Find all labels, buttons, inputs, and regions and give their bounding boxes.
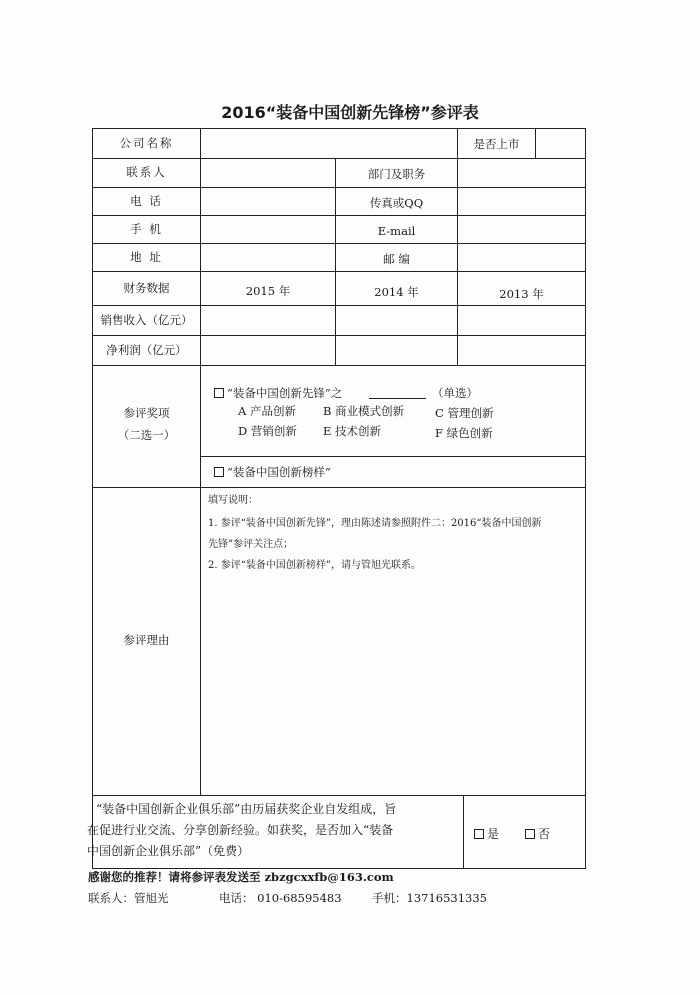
profit-2013-field[interactable] — [459, 337, 584, 364]
club-no-checkbox[interactable] — [525, 829, 535, 839]
club-text-line1: “装备中国创新企业俱乐部”由历届获奖企业自发组成，旨 — [96, 802, 397, 816]
contact-field[interactable] — [202, 160, 334, 186]
category-f: F 绿色创新 — [435, 426, 493, 440]
footer-mobile: 手机：13716531335 — [372, 891, 487, 905]
email-field[interactable] — [459, 217, 584, 242]
club-no-label: 否 — [538, 827, 551, 841]
award-sublabel: （二选一） — [117, 428, 176, 442]
award-option-pioneer — [214, 386, 342, 400]
postcode-label: 邮 编 — [383, 252, 410, 266]
club-yes-checkbox[interactable] — [474, 829, 484, 839]
footer-contact: 联系人：管旭光 — [88, 891, 169, 905]
club-text-line2: 在促进行业交流、分享创新经验。如获奖，是否加入“装备 — [87, 823, 394, 837]
model-label: “装备中国创新榜样” — [227, 465, 331, 479]
club-yes-label: 是 — [487, 827, 500, 841]
pioneer-note: （单选） — [432, 386, 478, 400]
dept-field[interactable] — [459, 160, 584, 186]
pioneer-checkbox[interactable] — [214, 388, 224, 398]
sales-2015-field[interactable] — [202, 307, 334, 334]
finance-label: 财务数据 — [123, 281, 170, 295]
phone-label: 电 话 — [130, 194, 163, 208]
category-a: A 产品创新 — [238, 404, 296, 418]
company-name-field[interactable] — [202, 130, 456, 157]
mobile-field[interactable] — [202, 217, 334, 242]
sales-label: 销售收入（亿元） — [100, 313, 193, 327]
club-text-line3: 中国创新企业俱乐部”（免费） — [87, 844, 250, 858]
address-label: 地 址 — [130, 250, 163, 264]
reason-label: 参评理由 — [123, 633, 170, 647]
profit-label: 净利润（亿元） — [106, 343, 187, 357]
year-2015: 2015 年 — [245, 284, 291, 298]
club-yes-option — [474, 827, 499, 841]
reason-text-area[interactable] — [202, 578, 584, 793]
award-option-model — [214, 465, 331, 479]
fax-field[interactable] — [459, 189, 584, 214]
sales-2014-field[interactable] — [337, 307, 456, 334]
postcode-field[interactable] — [459, 245, 584, 270]
award-label: 参评奖项 — [123, 406, 170, 420]
email-label: E-mail — [377, 224, 416, 238]
model-checkbox[interactable] — [214, 467, 224, 477]
address-field[interactable] — [202, 245, 334, 270]
category-e: E 技术创新 — [323, 424, 382, 438]
footer-thanks: 感谢您的推荐！请将参评表发送至 zbzgcxxfb@163.com — [88, 870, 394, 884]
company-name-label: 公司名称 — [119, 136, 174, 150]
profit-2014-field[interactable] — [337, 337, 456, 364]
year-2013: 2013 年 — [499, 287, 544, 301]
pioneer-label: “装备中国创新先锋”之 — [227, 386, 343, 400]
category-c: C 管理创新 — [435, 406, 494, 420]
footer-phone: 电话： 010-68595483 — [219, 891, 342, 905]
mobile-label: 手 机 — [130, 222, 163, 236]
profit-2015-field[interactable] — [202, 337, 334, 364]
listed-label: 是否上市 — [473, 137, 520, 151]
phone-field[interactable] — [202, 189, 334, 214]
reason-instructions-heading: 填写说明： — [208, 495, 258, 506]
listed-field[interactable] — [537, 130, 584, 157]
reason-instruction-1b: 先锋”参评关注点； — [208, 539, 294, 550]
reason-instruction-2: 2. 参评“装备中国创新榜样”，请与管旭光联系。 — [208, 560, 421, 571]
dept-label: 部门及职务 — [367, 167, 426, 181]
category-d: D 营销创新 — [238, 424, 297, 438]
club-no-option — [525, 827, 550, 841]
reason-instruction-1a: 1. 参评“装备中国创新先锋”，理由陈述请参照附件二：2016“装备中国创新 — [208, 518, 542, 529]
category-b: B 商业模式创新 — [323, 404, 405, 418]
pioneer-category-blank[interactable] — [369, 398, 426, 399]
contact-label: 联系人 — [126, 165, 167, 179]
form-title: 2016“装备中国创新先锋榜”参评表 — [221, 103, 479, 122]
fax-label: 传真或QQ — [369, 196, 424, 210]
sales-2013-field[interactable] — [459, 307, 584, 334]
year-2014: 2014 年 — [374, 285, 419, 299]
